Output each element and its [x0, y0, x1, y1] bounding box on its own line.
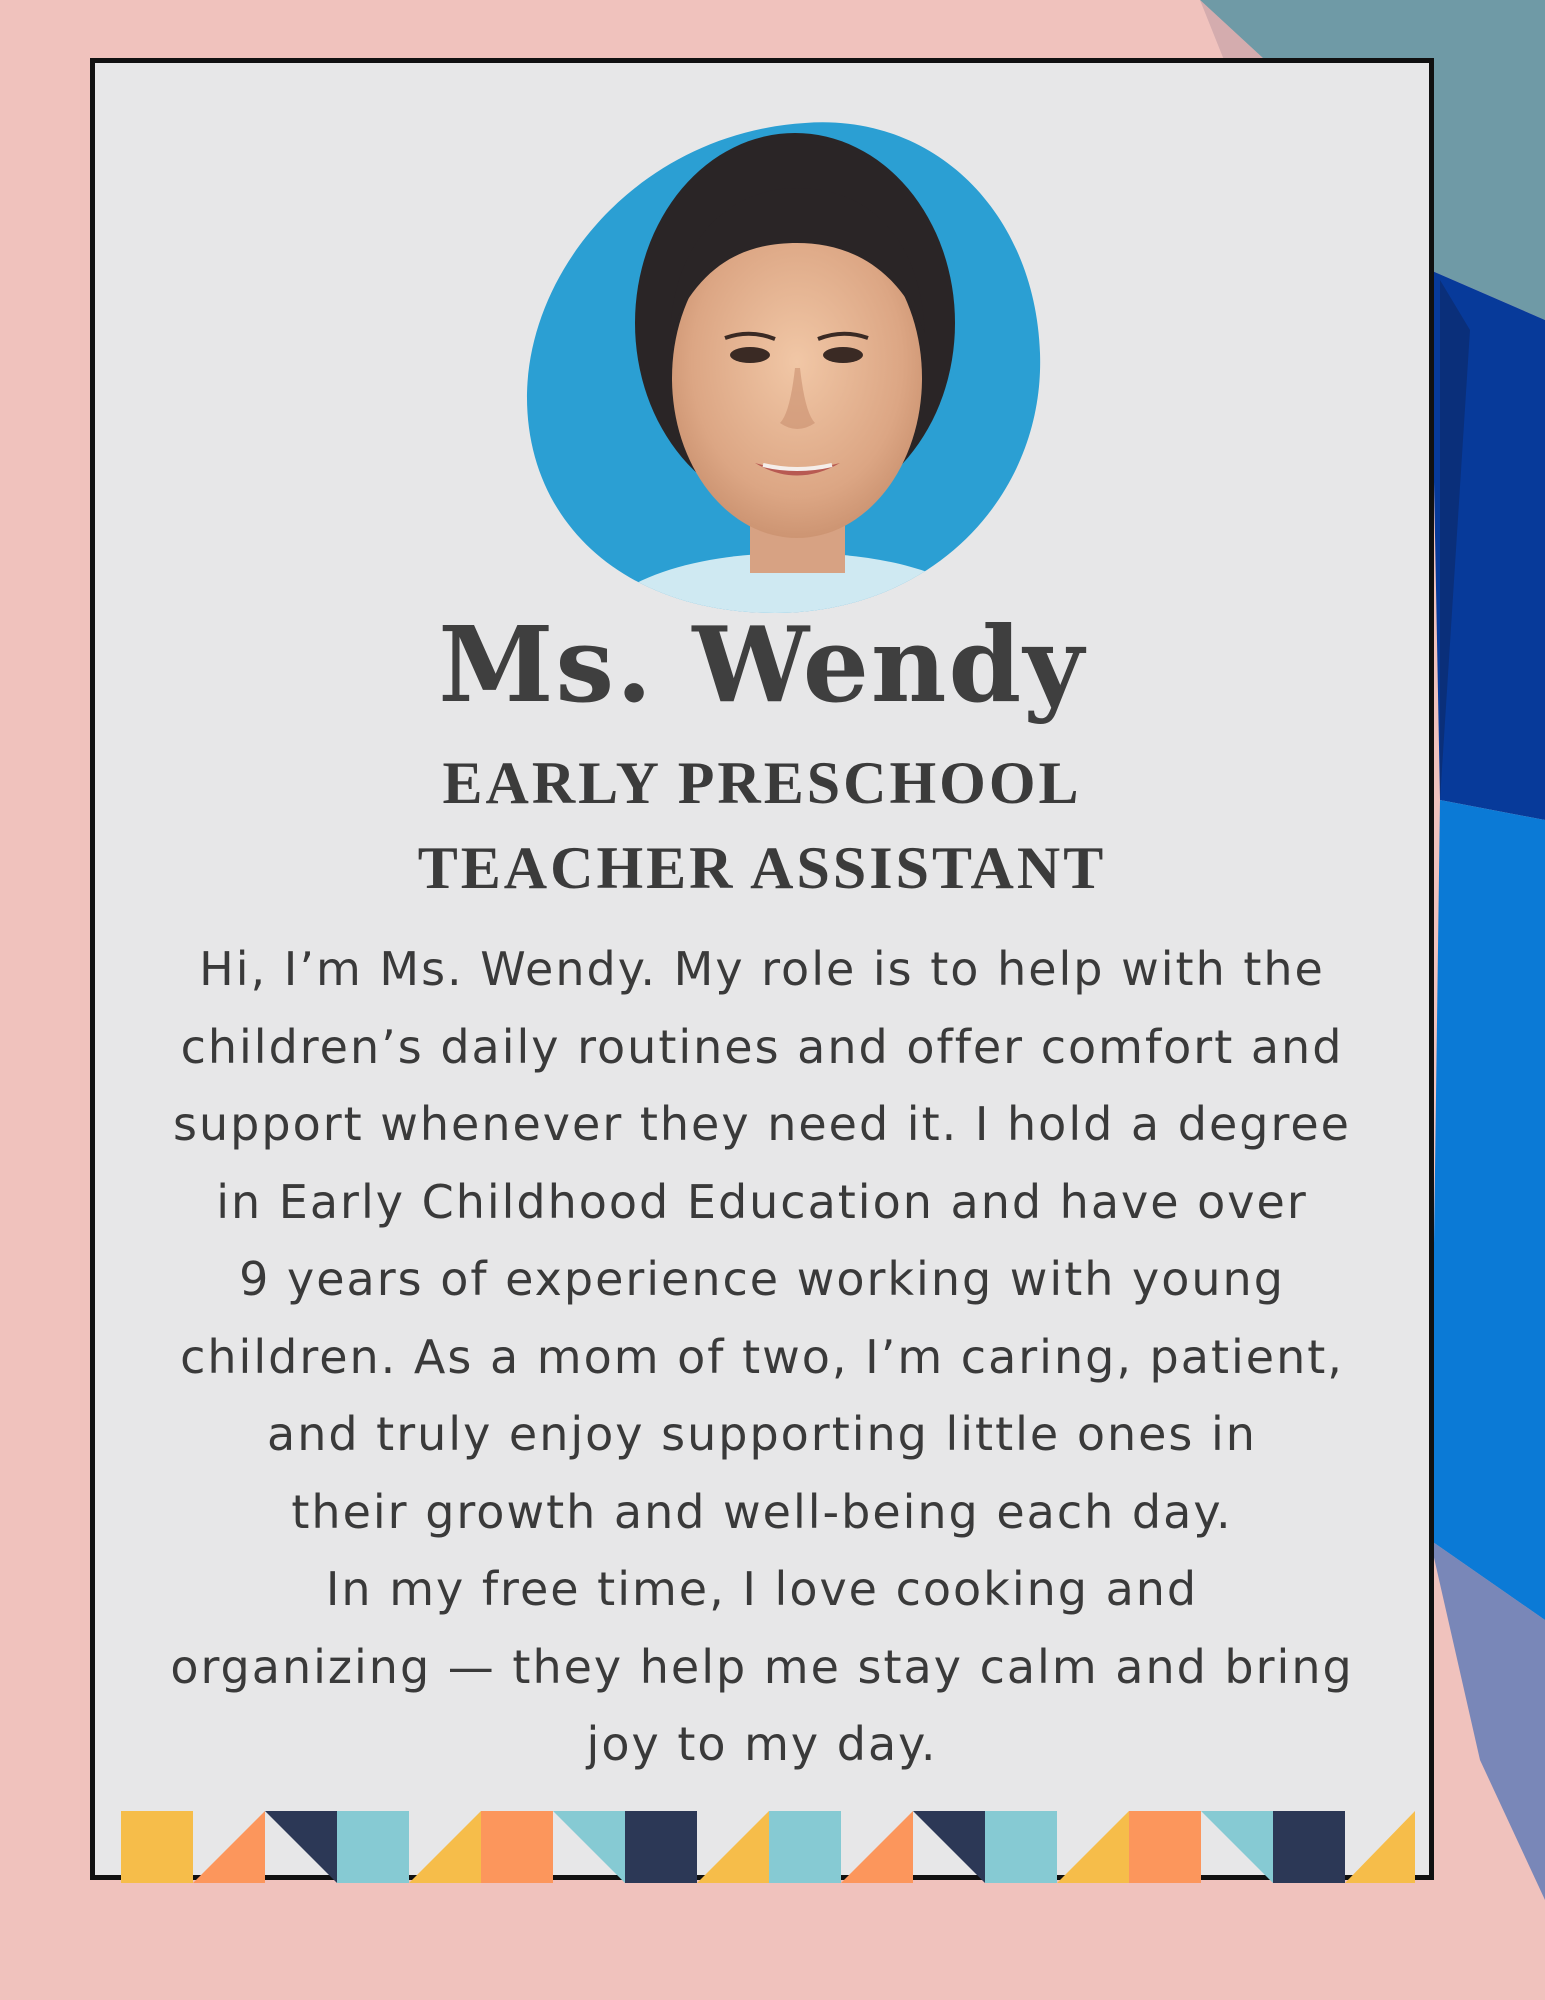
bio-line: children’s daily routines and offer comfort and: [180, 1019, 1344, 1074]
geometric-pattern-strip: [121, 1811, 1415, 1883]
bio-paragraph: [109, 931, 1415, 1784]
profile-photo: [505, 93, 1065, 623]
bio-line: support whenever they need it. I hold a degree: [173, 1097, 1351, 1151]
bio-line: In my free time, I love cooking and: [325, 1562, 1199, 1616]
bio-line: in Early Childhood Education and have over: [216, 1174, 1308, 1229]
bio-line: organizing — they help me stay calm and bring: [170, 1639, 1354, 1694]
bio-line: Hi, I’m Ms. Wendy. My role is to help with the: [199, 942, 1325, 996]
bio-line: 9 years of experience working with young: [239, 1252, 1285, 1306]
bio-line: children. As a mom of two, I’m caring, patient,: [180, 1329, 1344, 1384]
bio-line: their growth and well-being each day.: [291, 1484, 1233, 1539]
profile-card: [90, 58, 1434, 1880]
bio-line: joy to my day.: [586, 1717, 938, 1771]
role-title-line1: EARLY PRESCHOOL: [442, 750, 1082, 816]
teacher-name: Ms. Wendy: [438, 603, 1086, 726]
role-title-line2: TEACHER ASSISTANT: [417, 835, 1107, 901]
bio-line: and truly enjoy supporting little ones in: [267, 1407, 1257, 1461]
